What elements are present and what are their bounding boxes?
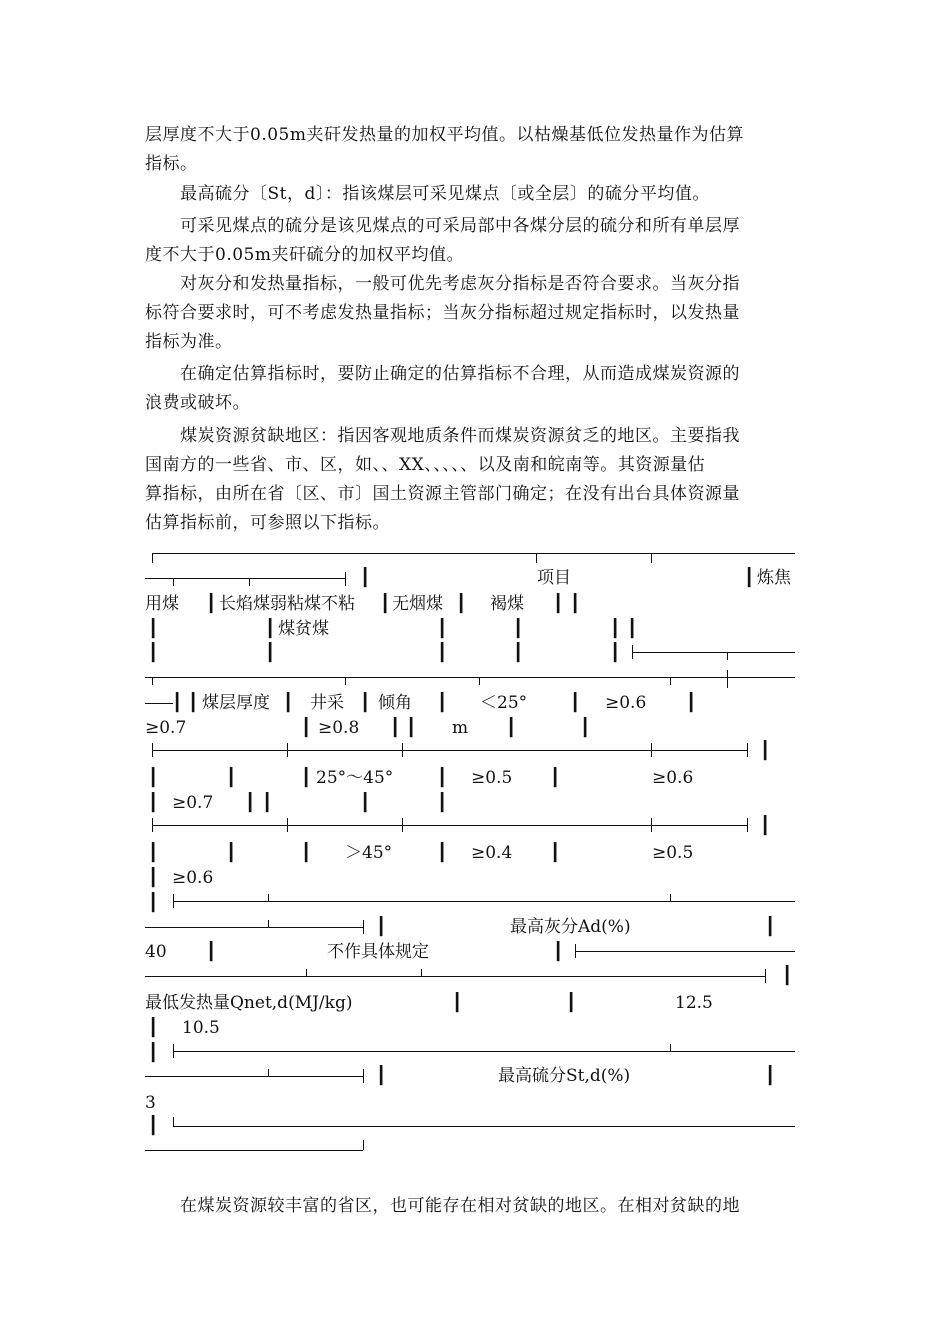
table-rule <box>145 1076 363 1077</box>
label-jingcai: 井采 <box>310 693 344 713</box>
value-ge05a: ≥0.5 <box>471 768 513 788</box>
label-huifen: 最高灰分Ad(%) <box>510 917 631 937</box>
label-fareliang: 最低发热量Qnet,d(MJ/kg) <box>145 993 353 1013</box>
table-tick <box>651 743 652 757</box>
value-ge04: ≥0.4 <box>471 843 513 863</box>
table-tick <box>479 677 480 685</box>
label-meipin: 煤贫煤 <box>278 619 329 639</box>
table-tick <box>152 677 153 685</box>
paragraph-6: 煤炭资源贫缺地区：指因客观地质条件而煤炭资源贫乏的地区。主要指我 国南方的一些省、市、区，如、、XX、、、、、以及南和皖南等。其资源量估 算指标，由所在省〔区、市〕国土资源主管部门确定；在没有出台具体资源量 估算指标前，可参照以下指标。 <box>145 426 740 533</box>
label-lianjiao: 炼焦 <box>757 568 791 588</box>
value-ge07b: ≥0.7 <box>172 793 214 813</box>
paragraph-4: 对灰分和发热量指标，一般可优先考虑灰分指标是否符合要求。当灰分指 标符合要求时，可不考虑发热量指标；当灰分指标超过规定指标时，以发热量 指标为准。 <box>145 274 740 352</box>
value-ge05b: ≥0.5 <box>652 843 694 863</box>
table-tick <box>287 743 288 757</box>
value-3: 3 <box>145 1093 156 1113</box>
table-tick <box>727 670 728 688</box>
value-ge06a: ≥0.6 <box>605 693 647 713</box>
paragraph-5: 在确定估算指标时，要防止确定的估算指标不合理，从而造成煤炭资源的 浪费或破坏。 <box>145 364 740 413</box>
table-tick <box>345 572 346 586</box>
table-tick <box>306 969 307 976</box>
table-tick <box>363 920 364 934</box>
table-rule <box>145 703 173 704</box>
table-rule <box>145 1150 363 1151</box>
table-tick <box>287 818 288 832</box>
label-changyan: 长焰煤弱粘煤不粘 <box>219 594 355 614</box>
table-tick <box>765 969 766 983</box>
value-ge07a: ≥0.7 <box>145 718 187 738</box>
label-he: 褐煤 <box>490 594 524 614</box>
table-tick <box>727 652 728 660</box>
value-bzjt: 不作具体规定 <box>327 942 429 962</box>
table-tick <box>402 743 403 757</box>
value-40: 40 <box>145 942 167 962</box>
paragraph-1: 层厚度不大于0.05m夹矸发热量的加权平均值。以枯燥基低位发热量作为估算 指标。 <box>145 125 744 174</box>
table-rule <box>173 1051 795 1052</box>
paragraph-last: 在煤炭资源较丰富的省区，也可能存在相对贫缺的地区。在相对贫缺的地 <box>145 1196 740 1216</box>
table-tick <box>152 553 153 563</box>
table-tick <box>651 553 652 563</box>
table-tick <box>345 677 346 685</box>
table-tick <box>651 818 652 832</box>
value-ge06c: ≥0.6 <box>172 868 214 888</box>
value-25-45: 25°～45° <box>316 768 394 788</box>
label-wuyan: 无烟煤 <box>392 594 443 614</box>
value-ge06b: ≥0.6 <box>652 768 694 788</box>
table-rule <box>575 951 795 952</box>
value-10-5: 10.5 <box>182 1018 220 1038</box>
value-12-5: 12.5 <box>675 993 713 1013</box>
table-tick <box>268 894 269 901</box>
table-tick <box>536 553 537 563</box>
label-yongmei: 用煤 <box>145 594 179 614</box>
table-tick <box>670 1044 671 1051</box>
table-rule <box>145 976 765 977</box>
table-rule <box>152 825 747 826</box>
value-ge08: ≥0.8 <box>318 718 360 738</box>
table-tick <box>670 677 671 685</box>
table-tick <box>421 969 422 976</box>
table-tick <box>363 1140 364 1150</box>
table-tick <box>268 1069 269 1076</box>
label-liufen: 最高硫分St,d(%) <box>498 1066 631 1086</box>
table-tick <box>363 1069 364 1083</box>
table-rule <box>145 677 795 678</box>
table-tick <box>268 920 269 927</box>
value-m: m <box>452 718 469 738</box>
table-tick <box>402 818 403 832</box>
label-xiangmu: 项目 <box>537 568 571 588</box>
table-rule <box>152 750 747 751</box>
paragraph-2: 最高硫分〔St，d〕：指该煤层可采见煤点〔或全层〕的硫分平均值。 <box>145 184 710 204</box>
table-tick <box>670 894 671 901</box>
value-lt25: ＜25° <box>480 693 528 713</box>
label-houdu: 煤层厚度 <box>202 693 270 713</box>
table-rule <box>632 652 795 653</box>
table-rule <box>152 553 795 554</box>
paragraph-3: 可采见煤点的硫分是该见煤点的可采局部中各煤分层的硫分和所有单层厚 度不大于0.05m夹矸硫分的加权平均值。 <box>145 216 740 265</box>
label-qingjiao: 倾角 <box>378 693 412 713</box>
table-tick <box>249 578 250 586</box>
document-page: 层厚度不大于0.05m夹矸发热量的加权平均值。以枯燥基低位发热量作为估算 指标。 最高硫分〔St，d〕：指该煤层可采见煤点〔或全层〕的硫分平均值。 可采见煤点的硫分是该见煤点的可采局部中各煤分层的硫分和所有单层厚 度不大于0.05m夹矸硫分的加权平均值。 对灰分和发热量指标，一般可优先考虑灰分指标是否符合要求。当灰分指 标符合要求时，可不考虑发热量指标；当灰分指标超过规定指标时，以发热量 指标为准。 在确定估算指标时，要防止确定的估算指标不合理，从而造成煤炭资源的 浪费或破坏。 煤炭资源贫缺地区：指因客观地质条件而煤炭资源贫乏的地区。主要指我 国南方的一些省、市、区，如、、XX、、、、、以及南和皖南等。其资源量估 算指标，由所在省〔区、市〕国土资源主管部门确定；在没有出台具体资源量 估算指标前，可参照以下指标。 ┃ 项目 ┃ 炼焦 用煤 ┃ 长焰煤弱粘煤不粘 ┃ 无烟煤 ┃ 褐煤 ┃ ┃ ┃ ┃ 煤贫煤 ┃ ┃ ┃ ┃ ┃ ┃ ┃ ┃ ┃ ┃ ┃ 煤层厚度 ┃ 井采 ┃ 倾角 ┃ ＜25° ┃ ≥0.6 ┃ ≥0.7 ┃ ≥0.8 ┃ ┃ m ┃ ┃ ┃ ┃ ┃ ┃ 25°～45° ┃ ≥0.5 ┃ ≥0.6 ┃ ≥0.7 ┃ ┃ ┃ ┃ ┃ ┃ ┃ ┃ ＞45° ┃ ≥0.4 ┃ ≥0.5 ┃ ≥0.6 ┃ ┃ 最高灰分Ad(%) ┃ 40 ┃ 不作具体规定 ┃ ┃ 最低发热量Qnet,d(MJ/kg) ┃ ┃ 12.5 ┃ 10.5 ┃ ┃ 最高硫分St,d(%) ┃ 3 ┃ 在煤炭资源较丰富的省区，也可能存在相对贫缺的地区。在相对贫缺的地 <box>0 0 950 1344</box>
table-rule <box>173 901 795 902</box>
table-rule <box>145 927 363 928</box>
table-tick <box>173 578 174 586</box>
table-rule <box>145 578 345 579</box>
table-tick <box>747 743 748 757</box>
table-rule <box>173 1126 795 1127</box>
table-tick <box>747 818 748 832</box>
value-gt45: ＞45° <box>345 843 393 863</box>
